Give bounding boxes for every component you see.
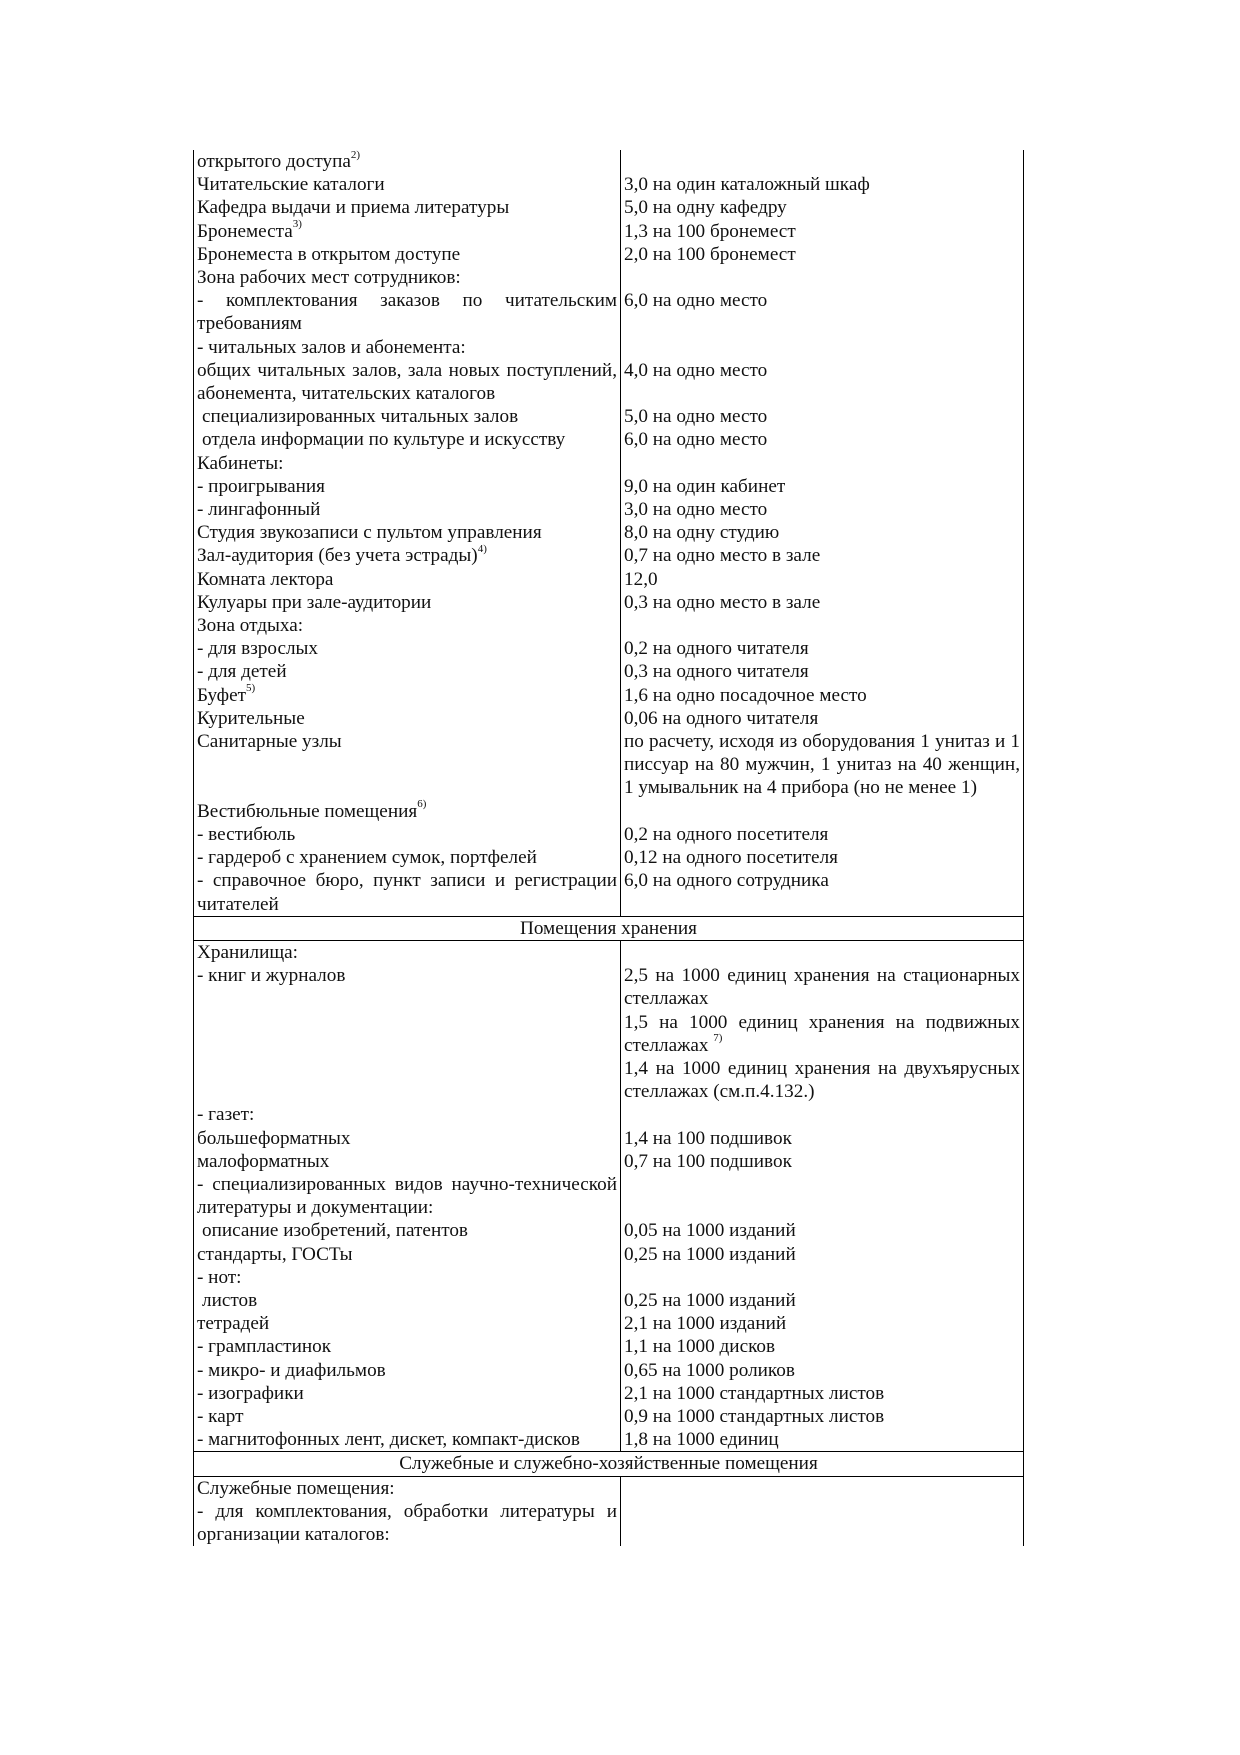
- premises-text: - микро- и диафильмов: [197, 1359, 386, 1381]
- norm-cell: [621, 940, 1024, 964]
- norm-cell: [621, 684, 1024, 707]
- premises-cell: [194, 800, 621, 823]
- premises-text: Служебные помещения:: [197, 1477, 395, 1499]
- table-row: [194, 568, 1024, 591]
- premises-text: - газет:: [197, 1104, 255, 1126]
- premises-text: отдела информации по культуре и искусству: [202, 429, 566, 451]
- norm-cell: [621, 800, 1024, 823]
- norm-cell: [621, 405, 1024, 428]
- table-row: [194, 1150, 1024, 1173]
- norm-cell: [621, 1500, 1024, 1546]
- norm-text: 0,65 на 1000 роликов: [624, 1359, 795, 1381]
- premises-cell: [194, 637, 621, 660]
- norm-text: 0,05 на 1000 изданий: [624, 1220, 796, 1242]
- premises-text: Зона рабочих мест сотрудников:: [197, 267, 461, 289]
- premises-text: Вестибюльные помещения: [197, 800, 418, 822]
- norm-text: 8,0 на одну студию: [624, 522, 780, 544]
- premises-cell: [194, 730, 621, 800]
- table-row: [194, 220, 1024, 243]
- norm-text: 0,25 на 1000 изданий: [624, 1243, 796, 1265]
- table-row: [194, 1359, 1024, 1382]
- table-row: [194, 684, 1024, 707]
- norms-table-body: [194, 150, 1024, 1546]
- table-row: [194, 173, 1024, 196]
- premises-text: - для взрослых: [197, 638, 319, 660]
- table-row: [194, 1103, 1024, 1126]
- table-row: [194, 336, 1024, 359]
- premises-text: Кафедра выдачи и приема литературы: [197, 197, 510, 219]
- premises-cell: [194, 964, 621, 1010]
- premises-cell: [194, 1127, 621, 1150]
- premises-text: - проигрывания: [197, 475, 325, 497]
- footnote-marker: 2): [350, 148, 361, 161]
- premises-cell: [194, 707, 621, 730]
- premises-text: открытого доступа: [197, 151, 351, 172]
- footnote-marker: 6): [417, 798, 427, 811]
- norm-cell: [621, 475, 1024, 498]
- premises-text: описание изобретений, патентов: [202, 1220, 468, 1242]
- premises-cell: [194, 1266, 621, 1289]
- norm-text: 1,6 на одно посадочное место: [624, 684, 867, 706]
- norm-text: 2,0 на 100 бронемест: [624, 243, 796, 265]
- footnote-marker: 4): [477, 543, 487, 556]
- norm-cell: [621, 568, 1024, 591]
- norm-text: 0,7 на 100 подшивок: [624, 1150, 792, 1172]
- table-row: [194, 544, 1024, 567]
- norm-cell: [621, 196, 1024, 219]
- premises-text: - гардероб с хранением сумок, портфелей: [197, 847, 537, 869]
- norm-cell: [621, 1103, 1024, 1126]
- premises-text: Кабинеты:: [197, 452, 284, 474]
- table-row: [194, 1173, 1024, 1219]
- table-row: [194, 289, 1024, 335]
- premises-text: малоформатных: [197, 1150, 330, 1172]
- norm-text: 6,0 на одно место: [624, 429, 768, 451]
- premises-text: Курительные: [197, 707, 305, 729]
- table-row: [194, 521, 1024, 544]
- premises-cell: [194, 660, 621, 683]
- footnote-marker: 7): [713, 1032, 723, 1045]
- norm-cell: [621, 173, 1024, 196]
- premises-cell: [194, 289, 621, 335]
- premises-cell: [194, 1335, 621, 1358]
- table-row: [194, 452, 1024, 475]
- premises-cell: [194, 1219, 621, 1242]
- premises-text: - читальных залов и абонемента:: [197, 336, 466, 358]
- table-row: [194, 1405, 1024, 1428]
- premises-text: - магнитофонных лент, дискет, компакт-дисков: [197, 1429, 580, 1451]
- norm-text: 0,3 на одного читателя: [624, 661, 809, 683]
- premises-text: Бронеместа: [197, 220, 293, 242]
- table-row: [194, 475, 1024, 498]
- norm-cell: [621, 544, 1024, 567]
- premises-text: Зона отдыха:: [197, 615, 304, 637]
- table-row: [194, 405, 1024, 428]
- footnote-marker: 3): [292, 218, 302, 231]
- norm-text: 6,0 на одно место: [624, 290, 768, 312]
- premises-text: - специализированных видов научно-технической литературы и документации:: [197, 1173, 617, 1219]
- norm-cell: [621, 428, 1024, 451]
- norm-cell: [621, 660, 1024, 683]
- table-row: [194, 196, 1024, 219]
- norm-cell: [621, 964, 1024, 1010]
- norm-cell: [621, 614, 1024, 637]
- norm-cell: [621, 1057, 1024, 1103]
- norm-text: 1,4 на 1000 единиц хранения на двухъярусных стеллажах (см.п.4.132.): [624, 1057, 1020, 1103]
- norm-cell: [621, 1428, 1024, 1452]
- norm-cell: [621, 1219, 1024, 1242]
- table-row: [194, 1011, 1024, 1057]
- premises-text: - для комплектования, обработки литературы и организации каталогов:: [197, 1500, 617, 1545]
- norm-text: 0,2 на одного посетителя: [624, 823, 829, 845]
- norm-text: 9,0 на один кабинет: [624, 475, 786, 497]
- norm-cell: [621, 150, 1024, 173]
- table-row: [194, 800, 1024, 823]
- table-row: [194, 243, 1024, 266]
- norm-text: 1,3 на 100 бронемест: [624, 220, 796, 242]
- norm-text: 1,8 на 1000 единиц: [624, 1429, 779, 1451]
- norm-cell: [621, 498, 1024, 521]
- table-row: [194, 1219, 1024, 1242]
- norm-cell: [621, 637, 1024, 660]
- table-row: [194, 1127, 1024, 1150]
- premises-text: - комплектования заказов по читательским требованиям: [197, 290, 617, 335]
- premises-cell: [194, 243, 621, 266]
- table-row: [194, 359, 1024, 405]
- table-row: [194, 1335, 1024, 1358]
- premises-text: - для детей: [197, 661, 287, 683]
- norm-text: 0,3 на одно место в зале: [624, 591, 821, 613]
- norm-cell: [621, 1289, 1024, 1312]
- premises-cell: [194, 220, 621, 243]
- norm-text: 3,0 на одно место: [624, 499, 768, 521]
- norm-cell: [621, 1127, 1024, 1150]
- norm-cell: [621, 521, 1024, 544]
- norm-cell: [621, 1150, 1024, 1173]
- norm-cell: [621, 1476, 1024, 1500]
- norm-cell: [621, 243, 1024, 266]
- norm-cell: [621, 1359, 1024, 1382]
- norm-text: 12,0: [624, 568, 658, 590]
- premises-cell: [194, 173, 621, 196]
- table-row: [194, 964, 1024, 1010]
- premises-cell: [194, 568, 621, 591]
- section-header: Служебные и служебно-хозяйственные помещения: [194, 1452, 1024, 1476]
- norm-text: 2,1 на 1000 изданий: [624, 1313, 787, 1335]
- premises-cell: [194, 428, 621, 451]
- norm-text: 2,5 на 1000 единиц хранения на стационарных стеллажах: [624, 965, 1020, 1010]
- norm-text: 4,0 на одно место: [624, 359, 768, 381]
- norm-cell: [621, 220, 1024, 243]
- premises-text: специализированных читальных залов: [202, 406, 519, 428]
- norm-cell: [621, 1173, 1024, 1219]
- premises-cell: [194, 452, 621, 475]
- premises-text: Читательские каталоги: [197, 174, 385, 196]
- norm-text: 0,06 на одного читателя: [624, 707, 819, 729]
- table-row: [194, 428, 1024, 451]
- table-row: [194, 637, 1024, 660]
- premises-text: - лингафонный: [197, 499, 321, 521]
- table-row: [194, 1428, 1024, 1452]
- table-row: [194, 614, 1024, 637]
- premises-cell: [194, 498, 621, 521]
- norm-text: 1,4 на 100 подшивок: [624, 1127, 792, 1149]
- norm-text: 2,1 на 1000 стандартных листов: [624, 1382, 885, 1404]
- norm-cell: [621, 1335, 1024, 1358]
- norm-cell: [621, 289, 1024, 335]
- document-page: [193, 150, 1023, 1546]
- table-row: [194, 1500, 1024, 1546]
- premises-text: - книг и журналов: [197, 965, 346, 987]
- premises-text: Буфет: [197, 684, 246, 706]
- table-row: [194, 1289, 1024, 1312]
- norm-text: 0,9 на 1000 стандартных листов: [624, 1405, 885, 1427]
- norm-cell: [621, 591, 1024, 614]
- norm-text: 0,25 на 1000 изданий: [624, 1289, 796, 1311]
- premises-cell: [194, 1150, 621, 1173]
- section-header: Помещения хранения: [194, 916, 1024, 940]
- norm-cell: [621, 266, 1024, 289]
- premises-cell: [194, 359, 621, 405]
- premises-cell: [194, 1243, 621, 1266]
- table-row: [194, 1312, 1024, 1335]
- premises-text: большеформатных: [197, 1127, 351, 1149]
- section-header-row: [194, 916, 1024, 940]
- premises-cell: [194, 1500, 621, 1546]
- table-row: [194, 266, 1024, 289]
- norm-text: 0,12 на одного посетителя: [624, 847, 838, 869]
- table-row: [194, 940, 1024, 964]
- premises-text: Зал-аудитория (без учета эстрады): [197, 545, 478, 567]
- norm-cell: [621, 452, 1024, 475]
- table-row: [194, 150, 1024, 173]
- premises-cell: [194, 1428, 621, 1452]
- norm-cell: [621, 336, 1024, 359]
- norm-text: 0,2 на одного читателя: [624, 638, 809, 660]
- premises-text: листов: [202, 1289, 258, 1311]
- premises-cell: [194, 940, 621, 964]
- table-row: [194, 707, 1024, 730]
- norm-text: 1,5 на 1000 единиц хранения на подвижных стеллажах: [624, 1011, 1020, 1056]
- premises-cell: [194, 1011, 621, 1057]
- premises-cell: [194, 1382, 621, 1405]
- premises-cell: [194, 1312, 621, 1335]
- footnote-marker: 5): [246, 682, 256, 695]
- premises-cell: [194, 823, 621, 846]
- premises-cell: [194, 614, 621, 637]
- norm-text: 6,0 на одного сотрудника: [624, 870, 829, 892]
- norm-cell: [621, 730, 1024, 800]
- premises-cell: [194, 475, 621, 498]
- table-row: [194, 1266, 1024, 1289]
- norm-cell: [621, 1266, 1024, 1289]
- norm-cell: [621, 359, 1024, 405]
- norm-cell: [621, 869, 1024, 916]
- premises-text: Санитарные узлы: [197, 731, 342, 753]
- norm-cell: [621, 1382, 1024, 1405]
- premises-cell: [194, 266, 621, 289]
- table-row: [194, 1382, 1024, 1405]
- table-row: [194, 660, 1024, 683]
- norm-cell: [621, 1243, 1024, 1266]
- norm-text: 3,0 на один каталожный шкаф: [624, 174, 870, 196]
- norm-text: 1,1 на 1000 дисков: [624, 1336, 776, 1358]
- premises-cell: [194, 336, 621, 359]
- premises-text: Комната лектора: [197, 568, 334, 590]
- norm-cell: [621, 707, 1024, 730]
- table-row: [194, 846, 1024, 869]
- norm-text: 0,7 на одно место в зале: [624, 545, 821, 567]
- section-header-row: [194, 1452, 1024, 1476]
- premises-cell: [194, 521, 621, 544]
- premises-cell: [194, 405, 621, 428]
- premises-text: Хранилища:: [197, 941, 298, 963]
- table-row: [194, 591, 1024, 614]
- premises-text: - нот:: [197, 1266, 242, 1288]
- premises-text: Бронеместа в открытом доступе: [197, 243, 461, 265]
- norm-text: по расчету, исходя из оборудования 1 унитаз и 1 писсуар на 80 мужчин, 1 унитаз на 40 женщин, 1 умывальник на 4 прибора (но не менее 1): [624, 731, 1020, 799]
- premises-text: общих читальных залов, зала новых поступлений, абонемента, читательских каталогов: [197, 359, 617, 405]
- table-row: [194, 1243, 1024, 1266]
- premises-text: - грампластинок: [197, 1336, 332, 1358]
- table-row: [194, 869, 1024, 916]
- premises-text: - справочное бюро, пункт записи и регистрации читателей: [197, 870, 617, 915]
- table-row: [194, 498, 1024, 521]
- norm-text: 5,0 на одно место: [624, 406, 768, 428]
- premises-cell: [194, 544, 621, 567]
- premises-cell: [194, 1476, 621, 1500]
- norm-cell: [621, 1312, 1024, 1335]
- premises-cell: [194, 196, 621, 219]
- premises-cell: [194, 1173, 621, 1219]
- premises-text: - изографики: [197, 1382, 304, 1404]
- premises-cell: [194, 1103, 621, 1126]
- premises-cell: [194, 1057, 621, 1103]
- premises-text: Кулуары при зале-аудитории: [197, 591, 432, 613]
- table-row: [194, 1476, 1024, 1500]
- table-row: [194, 1057, 1024, 1103]
- norm-text: 5,0 на одну кафедру: [624, 197, 787, 219]
- norms-table: [193, 150, 1024, 1546]
- norm-cell: [621, 1011, 1024, 1057]
- premises-text: - вестибюль: [197, 823, 296, 845]
- premises-cell: [194, 1359, 621, 1382]
- premises-cell: [194, 869, 621, 916]
- premises-text: - карт: [197, 1405, 244, 1427]
- norm-cell: [621, 1405, 1024, 1428]
- premises-cell: [194, 846, 621, 869]
- premises-text: стандарты, ГОСТы: [197, 1243, 353, 1265]
- norm-cell: [621, 823, 1024, 846]
- premises-text: тетрадей: [197, 1313, 270, 1335]
- premises-cell: [194, 1405, 621, 1428]
- premises-cell: [194, 1289, 621, 1312]
- table-row: [194, 730, 1024, 800]
- premises-cell: [194, 591, 621, 614]
- premises-cell: [194, 684, 621, 707]
- table-row: [194, 823, 1024, 846]
- premises-text: Студия звукозаписи с пультом управления: [197, 522, 542, 544]
- norm-cell: [621, 846, 1024, 869]
- premises-cell: [194, 150, 621, 173]
